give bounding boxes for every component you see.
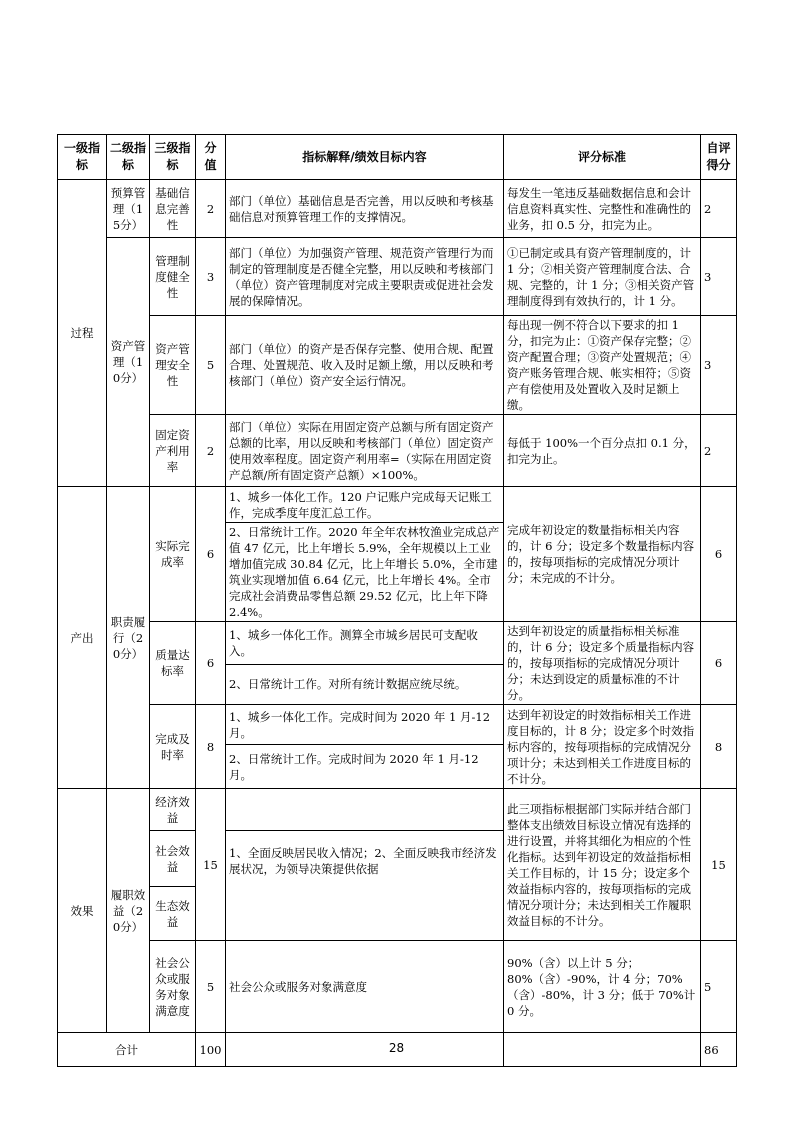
level3-cell: 固定资产利用率 xyxy=(150,415,196,487)
self-score-cell: 5 xyxy=(701,941,737,1033)
score-cell: 3 xyxy=(196,238,226,316)
explanation-cell: 部门（单位）为加强资产管理、规范资产管理行为而制定的管理制度是否健全完整，用以反映和考核部门（单位）资产管理制度对完成主要职责或促进社会发展的保障情况。 xyxy=(226,238,504,316)
table-row xyxy=(58,316,737,415)
score-cell: 5 xyxy=(196,316,226,415)
self-score-cell: 2 xyxy=(701,180,737,238)
table-row xyxy=(58,415,737,487)
standard-cell: ①已制定或具有资产管理制度的，计 1 分；②相关资产管理制度合法、合规、完整的，计 1 分；③相关资产管理制度得到有效执行的，计 1 分。 xyxy=(504,238,701,316)
explanation-cell: 1、城乡一体化工作。测算全市城乡居民可支配收入。 xyxy=(226,622,504,665)
self-score-cell: 3 xyxy=(701,238,737,316)
level3-cell: 经济效益 xyxy=(150,789,196,831)
level3-cell: 质量达标率 xyxy=(150,622,196,705)
level3-cell: 基础信息完善性 xyxy=(150,180,196,238)
self-score-cell: 8 xyxy=(701,705,737,789)
explanation-cell: 部门（单位）基础信息是否完善，用以反映和考核基础信息对预算管理工作的支撑情况。 xyxy=(226,180,504,238)
score-cell: 2 xyxy=(196,415,226,487)
explanation-cell: 1、城乡一体化工作。120 户记账户完成每天记账工作，完成季度年度汇总工作。 xyxy=(226,487,504,523)
table-row xyxy=(58,487,737,523)
standard-cell: 每低于 100%一个百分点扣 0.1 分，扣完为止。 xyxy=(504,415,701,487)
header-level1: 一级指标 xyxy=(58,135,107,180)
explanation-cell: 2、日常统计工作。对所有统计数据应统尽统。 xyxy=(226,664,504,704)
explanation-cell: 2、日常统计工作。2020 年全年农林牧渔业完成总产值 47 亿元，比上年增长 5.9%，全年规模以上工业增加值完成 30.84 亿元，比上年增长 5.0%，全市建筑业实现增加值 6.64 亿元，比上年增长 4%。全市完成社会消费品零售总额 29.52 亿元，比上年下降 2.4%。 xyxy=(226,523,504,622)
self-score-cell: 15 xyxy=(701,789,737,941)
level3-cell: 完成及时率 xyxy=(150,705,196,789)
performance-table xyxy=(57,134,737,1067)
standard-cell: 每出现一例不符合以下要求的扣 1 分，扣完为止：①资产保存完整；②资产配置合理；③资产处置规范；④资产账务管理合规、帐实相符；⑤资产有偿使用及处置收入及时足额上缴。 xyxy=(504,316,701,415)
page-number: 28 xyxy=(388,1041,405,1055)
table-row xyxy=(58,789,737,831)
header-score: 分值 xyxy=(196,135,226,180)
standard-line: 80%（含）-90%，计 4 分；70%（含）-80%，计 3 分；低于 70%计 0 分。 xyxy=(507,971,696,1018)
total-self-score: 86 xyxy=(701,1033,737,1067)
total-label: 合计 xyxy=(58,1033,196,1067)
score-cell: 8 xyxy=(196,705,226,789)
table-row xyxy=(58,180,737,238)
level2-cell: 预算管理（15分） xyxy=(107,180,150,238)
header-level3: 三级指标 xyxy=(150,135,196,180)
explanation-cell: 1、全面反映居民收入情况；2、全面反映我市经济发展状况，为领导决策提供依据 xyxy=(226,831,504,941)
standard-cell: 每发生一笔违反基础数据信息和会计信息资料真实性、完整性和准确性的业务，扣 0.5 分，扣完为止。 xyxy=(504,180,701,238)
section-output: 产出 xyxy=(58,487,107,789)
table-row xyxy=(58,705,737,745)
level3-cell: 实际完成率 xyxy=(150,487,196,622)
standard-cell: 此三项指标根据部门实际并结合部门整体支出绩效目标设立情况有选择的进行设置，并将其细化为相应的个性化指标。达到年初设定的效益指标相关工作目标的，计 15 分；设定多个效益指标内容的，按每项指标的完成情况分项计分；未达到相关工作履职效益目标的不计分。 xyxy=(504,789,701,941)
self-score-cell: 3 xyxy=(701,316,737,415)
header-level2: 二级指标 xyxy=(107,135,150,180)
score-cell: 6 xyxy=(196,487,226,622)
level3-cell: 生态效益 xyxy=(150,887,196,941)
score-cell: 5 xyxy=(196,941,226,1033)
standard-cell: 达到年初设定的质量指标相关标准的，计 6 分；设定多个质量指标内容的，按每项指标的完成情况分项计分；未达到设定的质量标准的不计分。 xyxy=(504,622,701,705)
header-explanation: 指标解释/绩效目标内容 xyxy=(226,135,504,180)
table-row xyxy=(58,622,737,665)
table-row xyxy=(58,941,737,1033)
table-row xyxy=(58,238,737,316)
explanation-cell: 社会公众或服务对象满意度 xyxy=(226,941,504,1033)
standard-line: 90%（含）以上计 5 分； xyxy=(507,955,640,970)
explanation-cell: 部门（单位）的资产是否保存完整、使用合规、配置合理、处置规范、收入及时足额上缴，用以反映和考核部门（单位）资产安全运行情况。 xyxy=(226,316,504,415)
score-cell: 15 xyxy=(196,789,226,941)
score-cell: 6 xyxy=(196,622,226,705)
standard-cell xyxy=(504,941,701,1033)
section-effect: 效果 xyxy=(58,789,107,1033)
header-self-score: 自评得分 xyxy=(701,135,737,180)
self-score-cell: 2 xyxy=(701,415,737,487)
explanation-cell: 1、城乡一体化工作。完成时间为 2020 年 1 月-12 月。 xyxy=(226,705,504,745)
level2-cell: 履职效益（20分） xyxy=(107,789,150,1033)
self-score-cell: 6 xyxy=(701,622,737,705)
self-score-cell: 6 xyxy=(701,487,737,622)
standard-cell: 完成年初设定的数量指标相关内容的，计 6 分；设定多个数量指标内容的，按每项指标的完成情况分项计分；未完成的不计分。 xyxy=(504,487,701,622)
explanation-cell xyxy=(226,789,504,831)
level3-cell: 社会公众或服务对象满意度 xyxy=(150,941,196,1033)
standard-cell: 达到年初设定的时效指标相关工作进度目标的，计 8 分；设定多个时效指标内容的，按每项指标的完成情况分项计分；未达到相关工作进度目标的不计分。 xyxy=(504,705,701,789)
explanation-cell: 部门（单位）实际在用固定资产总额与所有固定资产总额的比率，用以反映和考核部门（单位）固定资产使用效率程度。固定资产利用率=（实际在用固定资产总额/所有固定资产总额）×100%。 xyxy=(226,415,504,487)
score-cell: 2 xyxy=(196,180,226,238)
total-score: 100 xyxy=(196,1033,226,1067)
header-row xyxy=(58,135,737,180)
section-process: 过程 xyxy=(58,180,107,487)
level3-cell: 资产管理安全性 xyxy=(150,316,196,415)
level3-cell: 管理制度健全性 xyxy=(150,238,196,316)
level3-cell: 社会效益 xyxy=(150,831,196,887)
explanation-cell: 2、日常统计工作。完成时间为 2020 年 1 月-12 月。 xyxy=(226,745,504,789)
level2-cell: 职责履行（20分） xyxy=(107,487,150,789)
header-standard: 评分标准 xyxy=(504,135,701,180)
level2-cell: 资产管理（10分） xyxy=(107,238,150,487)
